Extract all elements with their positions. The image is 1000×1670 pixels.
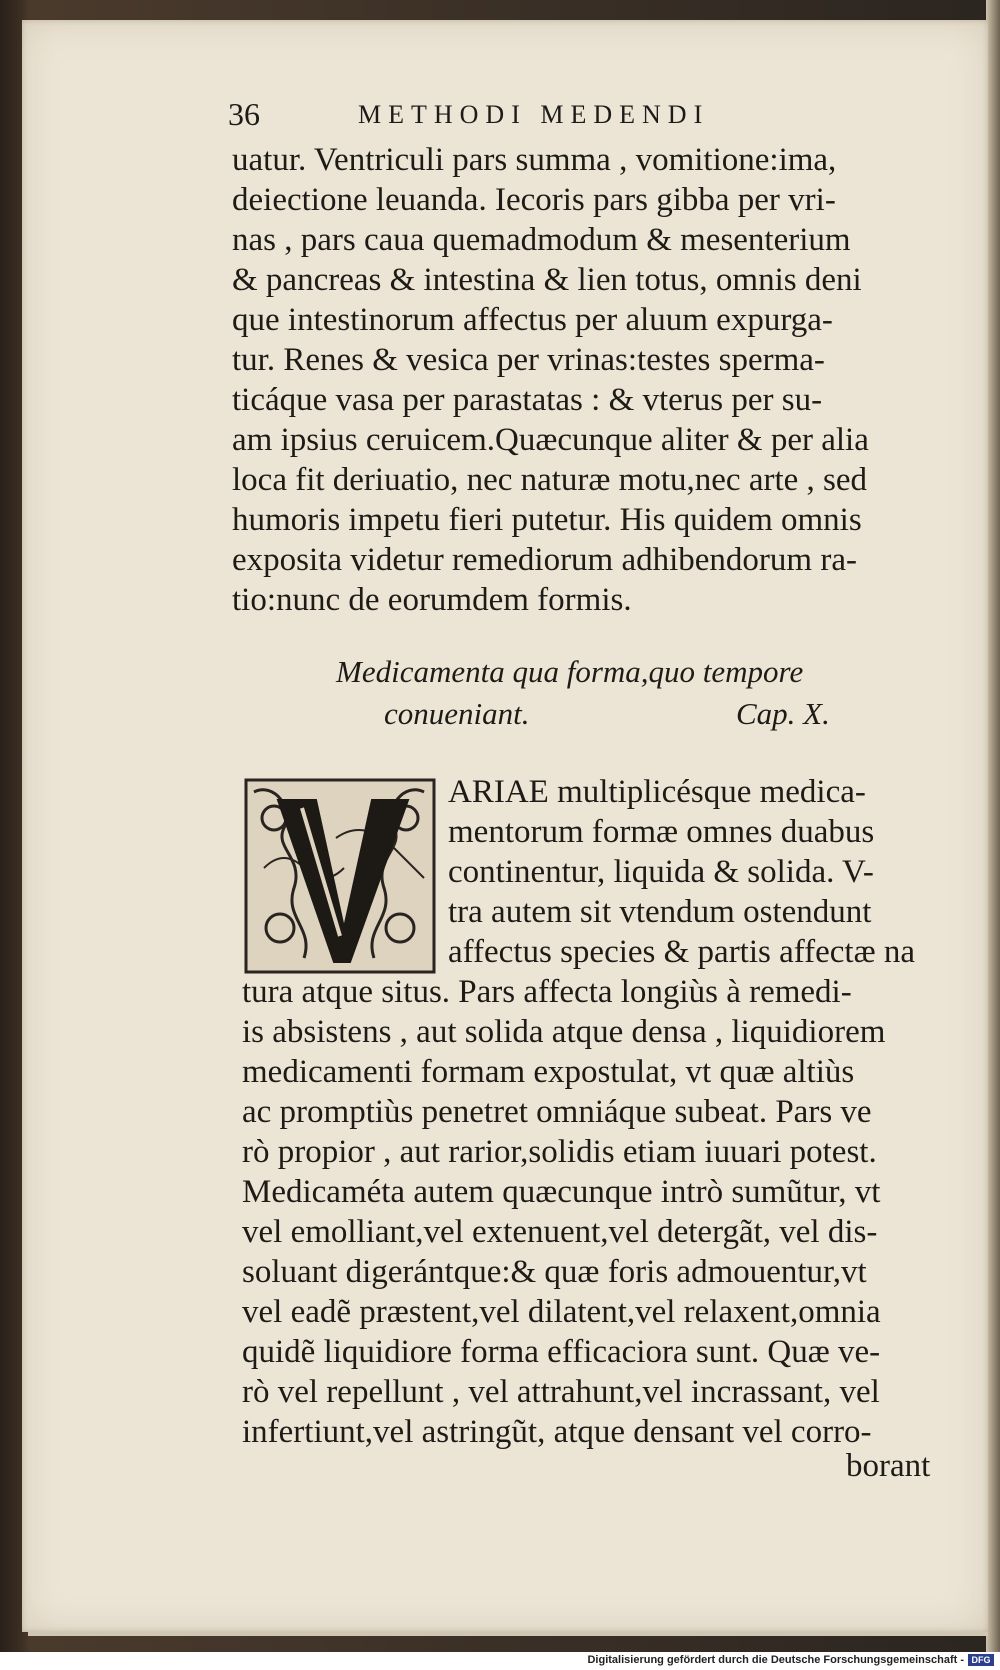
page-number: 36	[228, 96, 260, 132]
text-line: am ipsius ceruicem.Quæcunque aliter & per alia	[232, 422, 869, 458]
text-line: ARIAE multiplicésque medica-	[448, 774, 866, 810]
text-line: ac promptiùs penetret omniáque subeat. Pars ve	[242, 1094, 872, 1130]
text-line: mentorum formæ omnes duabus	[448, 814, 875, 850]
decorated-initial-v	[244, 778, 436, 974]
text-line: tio:nunc de eorumdem formis.	[232, 582, 632, 618]
text-line: uatur. Ventriculi pars summa , vomitione:ima,	[232, 142, 837, 178]
text-line: medicamenti formam expostulat, vt quæ altiùs	[242, 1054, 855, 1090]
text-line: tur. Renes & vesica per vrinas:testes sperma-	[232, 342, 825, 378]
dfg-logo: DFG	[968, 1654, 994, 1666]
text-line: & pancreas & intestina & lien totus, omnis deni	[232, 262, 862, 298]
text-line: soluant digerántque:& quæ foris admouentur,vt	[242, 1254, 867, 1290]
text-line: tura atque situs. Pars affecta longiùs à remedi-	[242, 974, 852, 1010]
paragraph-2	[242, 972, 942, 1452]
paragraph-1	[232, 140, 932, 620]
initial-letter: V	[339, 888, 341, 889]
running-head	[228, 96, 808, 140]
chapter-heading-line-2	[336, 694, 856, 736]
book-fore-edge	[986, 0, 1000, 1652]
chapter-heading-line-1: Medicamenta qua forma,quo tempore	[336, 654, 804, 689]
text-line: humoris impetu fieri putetur. His quidem omnis	[232, 502, 862, 538]
text-line: que intestinorum affectus per aluum expurga-	[232, 302, 833, 338]
text-line: loca fit deriuatio, nec naturæ motu,nec arte , sed	[232, 462, 868, 498]
text-line: affectus species & partis affectæ na	[448, 934, 916, 970]
text-line: vel eadẽ præstent,vel dilatent,vel relaxent,omnia	[242, 1294, 881, 1330]
text-line: vel emolliant,vel extenuent,vel detergãt, vel dis-	[242, 1214, 878, 1250]
decorated-initial-icon	[244, 778, 436, 974]
running-title: METHODI MEDENDI	[358, 100, 710, 129]
text-line: rò vel repellunt , vel attrahunt,vel incrassant, vel	[242, 1374, 880, 1410]
text-line: quidẽ liquidiore forma efficaciora sunt. Quæ ve-	[242, 1334, 881, 1370]
text-line: ticáque vasa per parastatas : & vterus per su-	[232, 382, 823, 418]
text-line: exposita videtur remediorum adhibendorum ra-	[232, 542, 857, 578]
text-line: Medicaméta autem quæcunque intrò sumũtur, vt	[242, 1174, 881, 1210]
text-line: nas , pars caua quemadmodum & mesenterium	[232, 222, 851, 258]
catchword: borant	[846, 1448, 931, 1484]
funding-credit: Digitalisierung gefördert durch die Deutsche Forschungsgemeinschaft -	[587, 1654, 964, 1666]
text-line: rò propior , aut rarior,solidis etiam iuuari potest.	[242, 1134, 877, 1170]
chapter-heading	[336, 652, 856, 736]
text-line: infertiunt,vel astringũt, atque densant vel corro-	[242, 1414, 872, 1450]
chapter-number: Cap. X.	[736, 696, 830, 731]
text-line: continentur, liquida & solida. V-	[448, 854, 874, 890]
text-line: deiectione leuanda. Iecoris pars gibba per vri-	[232, 182, 836, 218]
text-line: is absistens , aut solida atque densa , liquidiorem	[242, 1014, 886, 1050]
paragraph-2-beside-initial	[448, 772, 938, 972]
text-line: tra autem sit vtendum ostendunt	[448, 894, 872, 930]
chapter-heading-subtitle: conueniant.	[384, 696, 530, 731]
